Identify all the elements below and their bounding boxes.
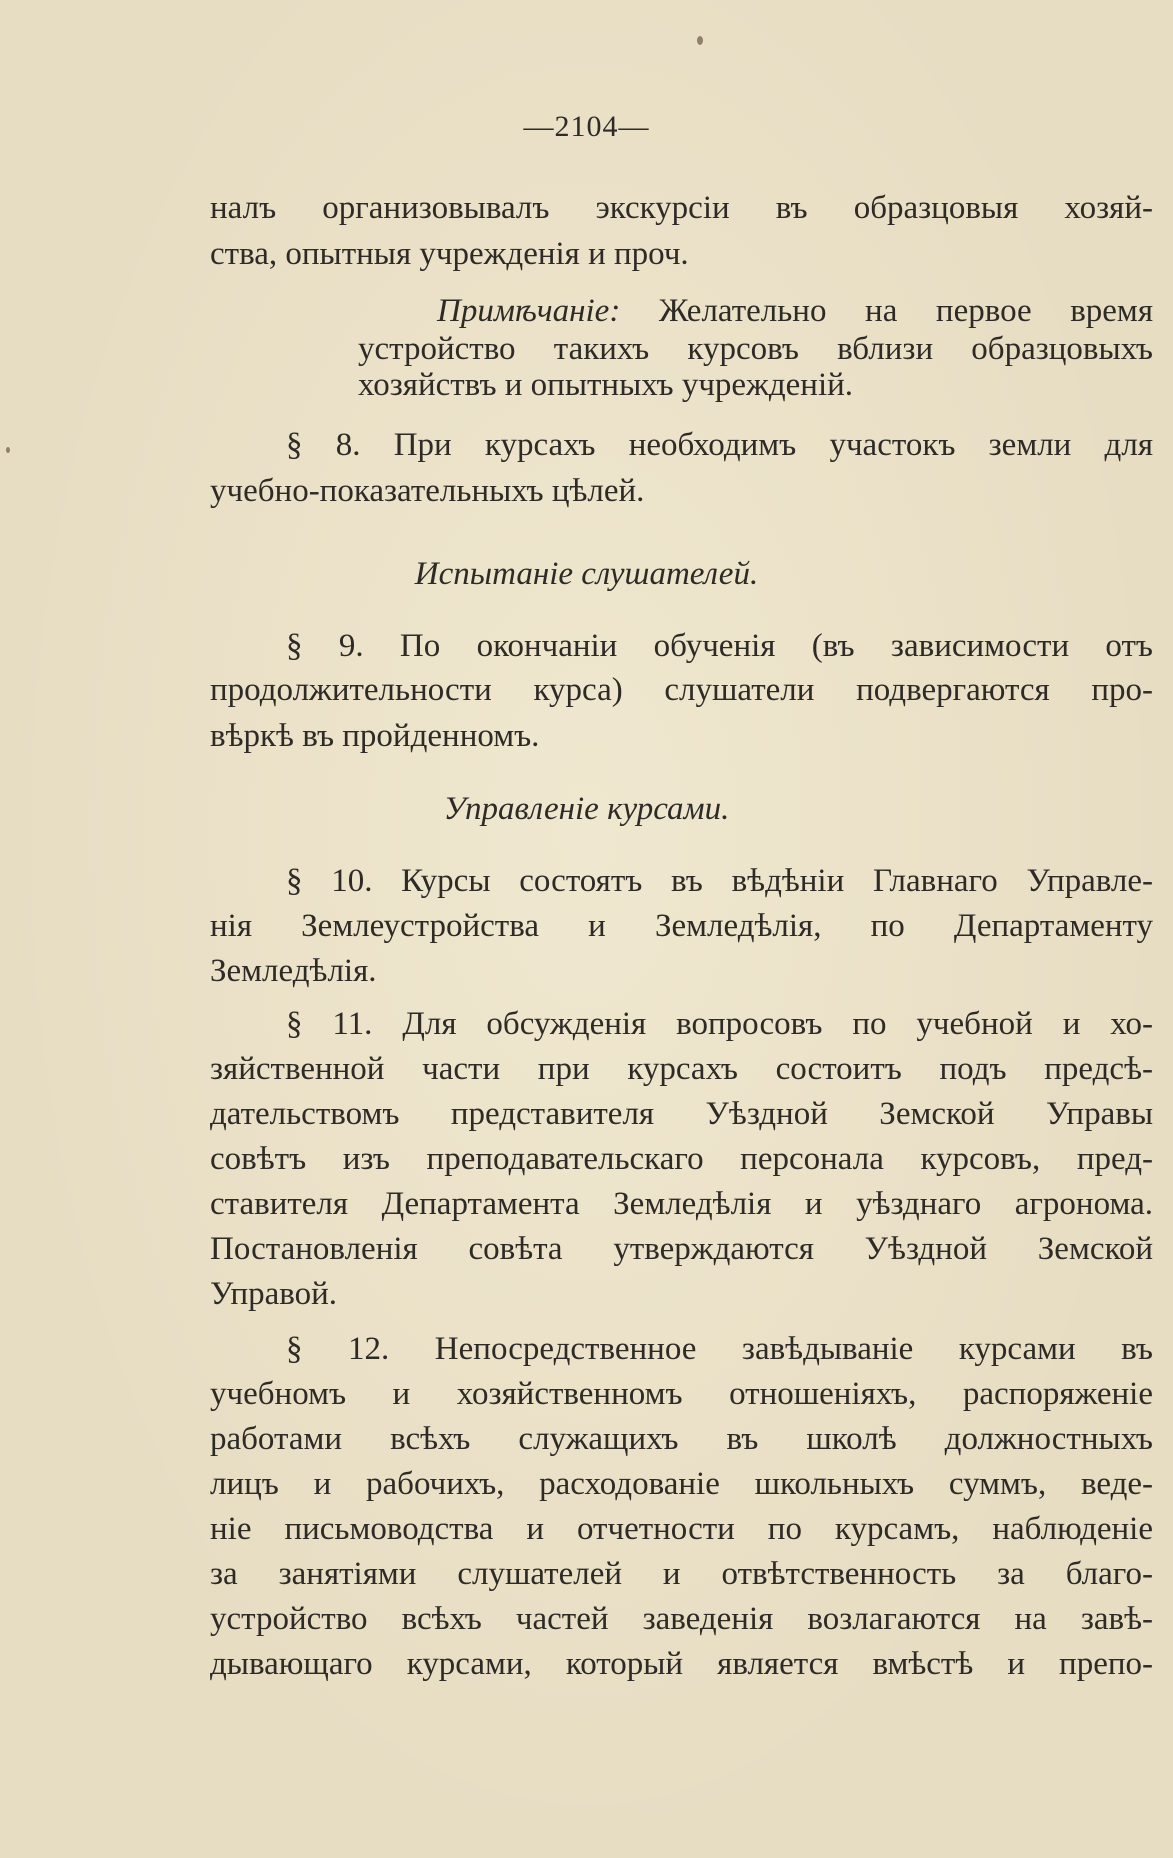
section-11-line: совѣтъ изъ преподавательскаго персонала курсовъ, пред-: [210, 1141, 1153, 1177]
section-11-line: Постановленія совѣта утверждаются Уѣздной Земской: [210, 1231, 1153, 1267]
heading-exam: Испытаніе слушателей.: [414, 556, 759, 592]
section-10-line: § 10. Курсы состоятъ въ вѣдѣніи Главнаго Управле-: [286, 863, 1153, 899]
section-12-line: § 12. Непосредственное завѣдываніе курсами въ: [286, 1331, 1153, 1367]
note-text: Желательно на первое время: [658, 293, 1153, 329]
paragraph-line: налъ организовывалъ экскурсіи въ образцовыя хозяй-: [210, 190, 1153, 226]
section-10-line: нія Землеустройства и Земледѣлія, по Департаменту: [210, 908, 1153, 944]
section-12-line: ніе письмоводства и отчетности по курсамъ, наблюденіе: [210, 1511, 1153, 1547]
note-line: хозяйствъ и опытныхъ учрежденій.: [358, 367, 854, 403]
section-8-line: § 8. При курсахъ необходимъ участокъ земли для: [286, 427, 1153, 463]
section-11-line: зяйственной части при курсахъ состоитъ подъ предсѣ-: [210, 1051, 1153, 1087]
section-12-line: учебномъ и хозяйственномъ отношеніяхъ, распоряженіе: [210, 1376, 1153, 1412]
section-12-line: устройство всѣхъ частей заведенія возлагаются на завѣ-: [210, 1601, 1153, 1637]
section-9-line: § 9. По окончаніи обученія (въ зависимости отъ: [286, 628, 1153, 664]
ink-speck: [697, 36, 703, 45]
note-label: Примѣчаніе:: [437, 293, 621, 329]
section-12-line: работами всѣхъ служащихъ въ школѣ должностныхъ: [210, 1421, 1153, 1457]
page-number: —2104—: [523, 110, 650, 143]
section-11-line: Управой.: [210, 1276, 338, 1312]
ink-speck: [6, 447, 10, 453]
heading-management: Управленіе курсами.: [443, 791, 730, 827]
section-11-line: § 11. Для обсужденія вопросовъ по учебной и хо-: [286, 1006, 1153, 1042]
section-12-line: дывающаго курсами, который является вмѣстѣ и препо-: [210, 1646, 1153, 1682]
section-11-line: ставителя Департамента Земледѣлія и уѣзднаго агронома.: [210, 1186, 1153, 1222]
paragraph-line: ства, опытныя учрежденія и проч.: [210, 236, 689, 272]
note-line: устройство такихъ курсовъ вблизи образцовыхъ: [358, 331, 1153, 367]
section-11-line: дательствомъ представителя Уѣздной Земской Управы: [210, 1096, 1153, 1132]
section-8-line: учебно-показательныхъ цѣлей.: [210, 473, 645, 509]
section-12-line: лицъ и рабочихъ, расходованіе школьныхъ суммъ, веде-: [210, 1466, 1153, 1502]
section-9-line: вѣркѣ въ пройденномъ.: [210, 718, 540, 754]
section-10-line: Земледѣлія.: [210, 953, 377, 989]
section-9-line: продолжительности курса) слушатели подвергаются про-: [210, 672, 1153, 708]
note-line: [437, 295, 1153, 328]
section-12-line: за занятіями слушателей и отвѣтственность за благо-: [210, 1556, 1153, 1592]
